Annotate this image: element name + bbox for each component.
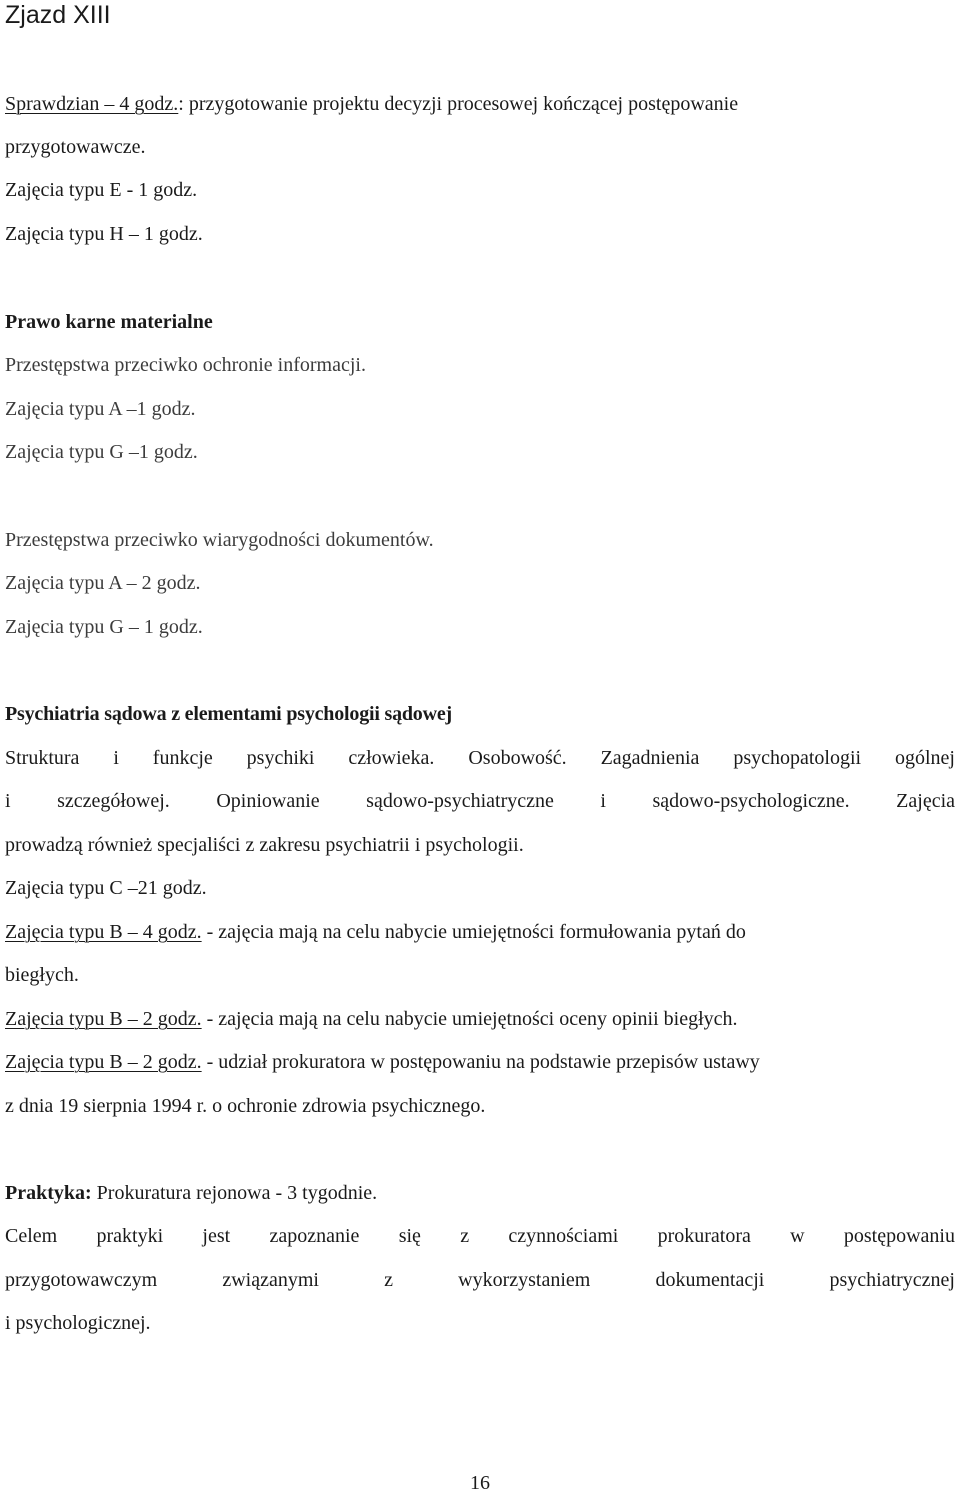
session-b1-link[interactable]: Zajęcia typu B – 4 godz. (5, 921, 202, 943)
section-heading-psychiatria: Psychiatria sądowa z elementami psychologii sądowej (5, 703, 452, 725)
psych-session-b2 (5, 1007, 738, 1031)
praktyka-line (5, 1181, 377, 1205)
topic-ochrona-informacji: Przestępstwa przeciwko ochronie informacji. (5, 354, 366, 376)
praktyka-description-line-1: Celem praktyki jest zapoznanie się z czynnościami prokuratora w postępowaniu (5, 1225, 955, 1247)
session-b2-description: - zajęcia mają na celu nabycie umiejętności oceny opinii biegłych. (201, 1008, 738, 1030)
praktyka-label: Praktyka: (5, 1182, 92, 1204)
page-number: 16 (470, 1472, 490, 1494)
session-type-h: Zajęcia typu H – 1 godz. (5, 223, 203, 245)
praktyka-value: Prokuratura rejonowa - 3 tygodnie. (91, 1182, 378, 1204)
praktyka-description-line-2: przygotowawczym związanymi z wykorzystaniem dokumentacji psychiatrycznej (5, 1269, 955, 1291)
psych-description-line-1: Struktura i funkcje psychiki człowieka. Osobowość. Zagadnienia psychopatologii ogólnej (5, 747, 955, 769)
sprawdzian-description: : przygotowanie projektu decyzji procesowej kończącej postępowanie (178, 93, 739, 115)
praktyka-description-line-3: i psychologicznej. (5, 1312, 151, 1334)
session-b3-continuation: z dnia 19 sierpnia 1994 r. o ochronie zdrowia psychicznego. (5, 1095, 486, 1117)
sprawdzian-link[interactable]: Sprawdzian – 4 godz. (5, 93, 179, 115)
topic1-session-a: Zajęcia typu A –1 godz. (5, 398, 196, 420)
session-b3-link[interactable]: Zajęcia typu B – 2 godz. (5, 1051, 202, 1073)
topic2-session-a: Zajęcia typu A – 2 godz. (5, 572, 201, 594)
psych-session-b1 (5, 920, 746, 944)
session-b2-link[interactable]: Zajęcia typu B – 2 godz. (5, 1008, 202, 1030)
topic2-session-g: Zajęcia typu G – 1 godz. (5, 616, 203, 638)
topic-wiarygodnosc-dokumentow: Przestępstwa przeciwko wiarygodności dokumentów. (5, 529, 434, 551)
sprawdzian-line (5, 92, 738, 116)
section-heading-prawo-karne: Prawo karne materialne (5, 311, 213, 333)
psych-description-line-2: i szczegółowej. Opiniowanie sądowo-psychiatryczne i sądowo-psychologiczne. Zajęcia (5, 790, 955, 812)
psych-session-c: Zajęcia typu C –21 godz. (5, 877, 207, 899)
topic1-session-g: Zajęcia typu G –1 godz. (5, 441, 198, 463)
session-b1-description: - zajęcia mają na celu nabycie umiejętności formułowania pytań do (201, 921, 746, 943)
psych-description-line-3: prowadzą również specjaliści z zakresu psychiatrii i psychologii. (5, 834, 524, 856)
session-type-e: Zajęcia typu E - 1 godz. (5, 179, 198, 201)
psych-session-b3 (5, 1050, 760, 1074)
session-b3-description: - udział prokuratora w postępowaniu na podstawie przepisów ustawy (201, 1051, 760, 1073)
page-title: Zjazd XIII (5, 1, 111, 29)
session-b1-continuation: biegłych. (5, 964, 79, 986)
sprawdzian-continuation: przygotowawcze. (5, 136, 146, 158)
